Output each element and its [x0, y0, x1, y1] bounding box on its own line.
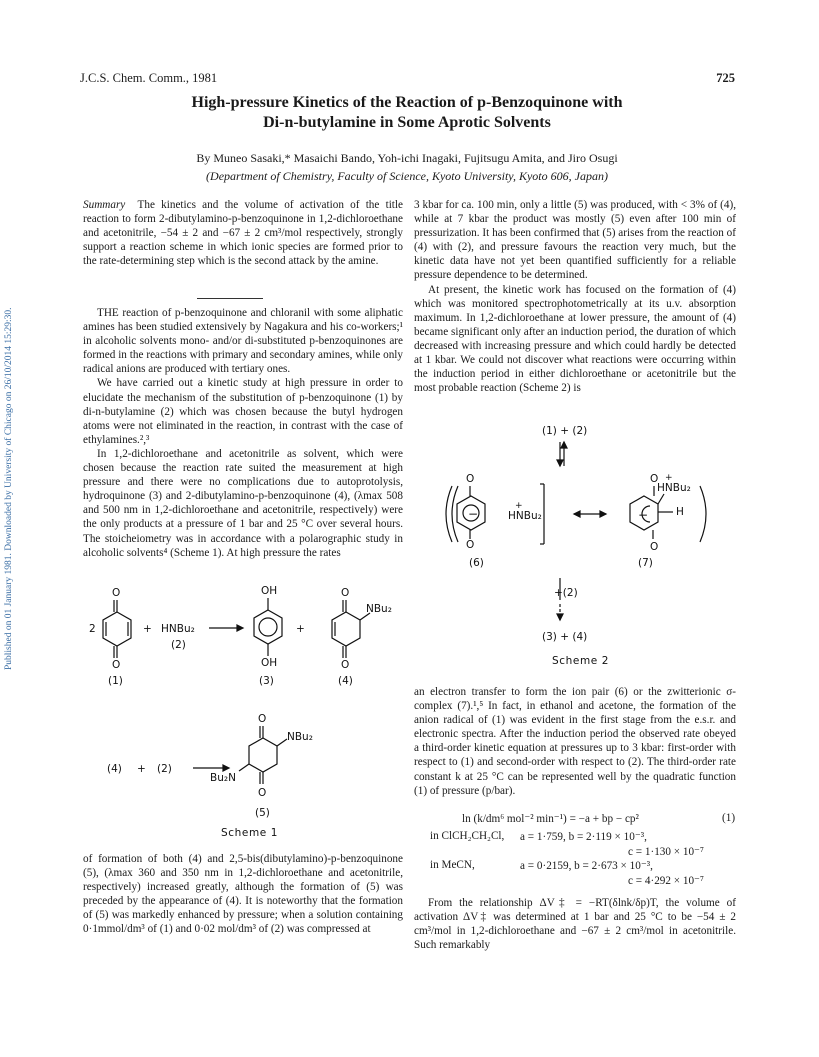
label-1: (1): [108, 675, 123, 687]
rate-equation: ln (k/dm⁶ mol⁻² min⁻¹) = −a + bp − cp²: [462, 813, 639, 825]
paragraph-activation-volume: From the relationship ΔV‡ = −RT(δlnk/δp)T, the volume of activation ΔV‡ was determined at 1 bar and 25 °C to be −54 ± 2 cm³/mol in 1,2-dichloroethane and −67 ± 2 cm³/mol in acetonitrile. Such remarkably: [414, 897, 736, 952]
arrow-reagent: +(2): [554, 587, 578, 599]
s1-o-bottom-5: O: [258, 787, 267, 799]
s1-o-bottom-4: O: [341, 659, 350, 671]
reactant-4: (4): [107, 763, 122, 775]
equation-number: (1): [722, 812, 736, 824]
s1-o-top-5: O: [258, 713, 267, 725]
paragraph-intro: THE reaction of p-benzoquinone and chloranil with some aliphatic amines has been studied extensively by Nagakura and his co-workers;¹ in alcoholic solvents mono- and/or di-substituted p-benzoquinones are formed in the reactions with primary and secondary amines, while only radical anions are produced with tertiary ones.: [83, 307, 403, 376]
right-column-continued: an electron transfer to form the ion pair (6) or the zwitterionic σ-complex (7).¹,⁵ In fact, in ethanol and acetone, the formation of the anion radical of (1) was evident in the first stage from the e.s.r. and electronic spectra. After the induction period the observed rate obeyed a third-order kinetic equation at pressures up to 3 kbar: first-order with respect to (1) and second-order with respect to (2). The third-order rate constant k at 25 °C can be represented well by the quadratic function (1) of pressure (p/bar).: [414, 686, 736, 797]
s2-o-bottom-7: O: [650, 541, 659, 553]
label-2: (2): [171, 639, 186, 651]
label-6: (6): [469, 557, 484, 569]
cation-charge: +: [515, 501, 523, 511]
aromatic-circle: [259, 618, 277, 636]
s1-plus-3: +: [137, 763, 146, 775]
s1-oh-top: OH: [261, 585, 278, 597]
s2-o-top-7: O: [650, 473, 659, 485]
stoich-coefficient: 2: [89, 623, 96, 635]
section-divider: [197, 298, 263, 299]
title-line-2: Di-n-butylamine in Some Aprotic Solvents: [263, 114, 551, 131]
s2-o-bottom-6: O: [466, 539, 475, 551]
aminoquinone-ring: [332, 612, 360, 646]
left-column-text: [83, 306, 403, 560]
summary-block: [83, 198, 403, 268]
param-values-2: a = 0·2159, b = 2·673 × 10⁻³,: [520, 860, 653, 872]
paragraph-kinetics: At present, the kinetic work has focused on the formation of (4) which was monitored spectrophotometrically at its u.v. absorption maximum. In 1,2-dichloroethane at lower pressure, the amount of (4) became significant only after an induction period, the duration of which decreased with increasing pressure and which could hardly be detected at 1 kbar. We could not discover what reactions were occurring within the induction period in either dichloroethane or acetonitrile but the most probable reaction (Scheme 2) is: [414, 283, 736, 395]
benzoquinone-ring: [103, 612, 131, 646]
amine-formula: HNBu₂: [161, 623, 195, 635]
paragraph-pressure: 3 kbar for ca. 100 min, only a little (5) was produced, with < 3% of (4), while at 7 kbar the product was mostly (5) even after 100 min of pressurization. It has been confirmed that (5) arises from the reaction of (4) with (2), and pressure favours the reaction very much, but the kinetic data have not yet been quantified sufficiently for a reliable pressure dependence to be determined.: [414, 199, 736, 282]
s1-o-top: O: [112, 587, 121, 599]
bis-aminoquinone-ring: [249, 738, 277, 772]
s1-plus-2: +: [296, 623, 305, 635]
s1-oh-bottom: OH: [261, 657, 278, 669]
author-list: By Muneo Sasaki,* Masaichi Bando, Yoh-ichi Inagaki, Fujitsugu Amita, and Jiro Osugi: [196, 151, 618, 165]
s2-products: (3) + (4): [542, 631, 588, 643]
s1-o-top-4: O: [341, 587, 350, 599]
bu2n-substituent-5: Bu₂N: [210, 772, 236, 784]
param-values-1: a = 1·759, b = 2·119 × 10⁻³,: [520, 831, 647, 843]
scheme-2-figure: [414, 420, 736, 670]
param-c-1: c = 1·130 × 10⁻⁷: [628, 846, 704, 858]
summary-lead: Summary: [83, 199, 126, 211]
affiliation: (Department of Chemistry, Faculty of Science, Kyoto University, Kyoto 606, Japan): [206, 169, 608, 183]
right-column-text: [414, 198, 736, 395]
hnbu2-7: HNBu₂: [657, 482, 691, 494]
param-solvent-2: in MeCN,: [430, 859, 475, 871]
label-5: (5): [255, 807, 270, 819]
s1-o-bottom: O: [112, 659, 121, 671]
page-number: 725: [716, 71, 735, 85]
param-c-2: c = 4·292 × 10⁻⁷: [628, 875, 704, 887]
download-watermark: Published on 01 January 1981. Downloaded by University of Chicago on 26/10/2014 15:29:30.: [4, 307, 14, 670]
paragraph-solvents: In 1,2-dichloroethane and acetonitrile as solvent, which were chosen because the reaction rate suited the measurement at high pressure and there were no complications due to autoprotolysis, hydroquinone (3) and 2-dibutylamino-p-benzoquinone (4), (λmax 508 and 500 nm in 1,2-dichloroethane and acetonitrile, respectively) were the only products at a pressure of 1 bar and 25 °C over several hours. The stoicheiometry was in accordance with a polarographic study in alcoholic solvents⁴ (Scheme 1). At high pressure the rates: [83, 447, 403, 559]
label-7: (7): [638, 557, 653, 569]
label-3: (3): [259, 675, 274, 687]
title-line-1: High-pressure Kinetics of the Reaction of p-Benzoquinone with: [191, 94, 623, 111]
bracket-right: [700, 486, 706, 542]
sigma-h: H: [676, 506, 684, 518]
s2-reactants: (1) + (2): [542, 425, 588, 437]
running-head: J.C.S. Chem. Comm., 1981: [80, 71, 218, 85]
label-4: (4): [338, 675, 353, 687]
scheme-2-caption: Scheme 2: [552, 655, 610, 667]
nbu2-substituent-5: NBu₂: [287, 731, 313, 743]
hnbu2-6: HNBu₂: [508, 510, 542, 522]
article-title: [80, 93, 734, 133]
anion-charge-6: −: [468, 507, 479, 521]
scheme-1-figure: [83, 582, 403, 842]
hydroquinone-ring: [254, 610, 282, 644]
summary-text: The kinetics and the volume of activation of the title reaction to form 2-dibutylamino-p-benzoquinone in 1,2-dichloroethane and acetonitrile, −54 ± 2 and −67 ± 2 cm³/mol respectively, strongly support a reaction scheme in which ionic species are formed prior to the rate-determining step which is the second attack by the amine.: [83, 199, 403, 268]
paragraph-aim: We have carried out a kinetic study at high pressure in order to elucidate the mechanism of the substitution of p-benzoquinone (1) by di-n-butylamine (2) which was chosen because the butyl hydrogen atoms were not eliminated in the reaction, in contrast with the case of ethylamines.²,³: [83, 377, 403, 446]
s1-plus-1: +: [143, 623, 152, 635]
left-column-continued: of formation of both (4) and 2,5-bis(dibutylamino)-p-benzoquinone (5), (λmax 360 and 350 nm in 1,2-dichloroethane and acetonitrile, respectively) increased greatly, although the formation of (5) was preceded by the appearance of (4). It is noteworthy that the formation of (5) was markedly enhanced by pressure; when a solution containing 0·1mmol/dm³ of (1) and 0·02 mol/dm³ of (2) was compressed at: [83, 853, 403, 936]
bracket-left-outer: [446, 486, 452, 542]
scheme-1-caption: Scheme 1: [221, 827, 279, 839]
cation-charge-7: +: [665, 473, 673, 483]
nbu2-substituent: NBu₂: [366, 603, 392, 615]
s2-o-top-6: O: [466, 473, 475, 485]
anion-charge-7: −: [638, 508, 649, 522]
reactant-2: (2): [157, 763, 172, 775]
param-solvent-1: in ClCH₂CH₂Cl,: [430, 830, 505, 842]
